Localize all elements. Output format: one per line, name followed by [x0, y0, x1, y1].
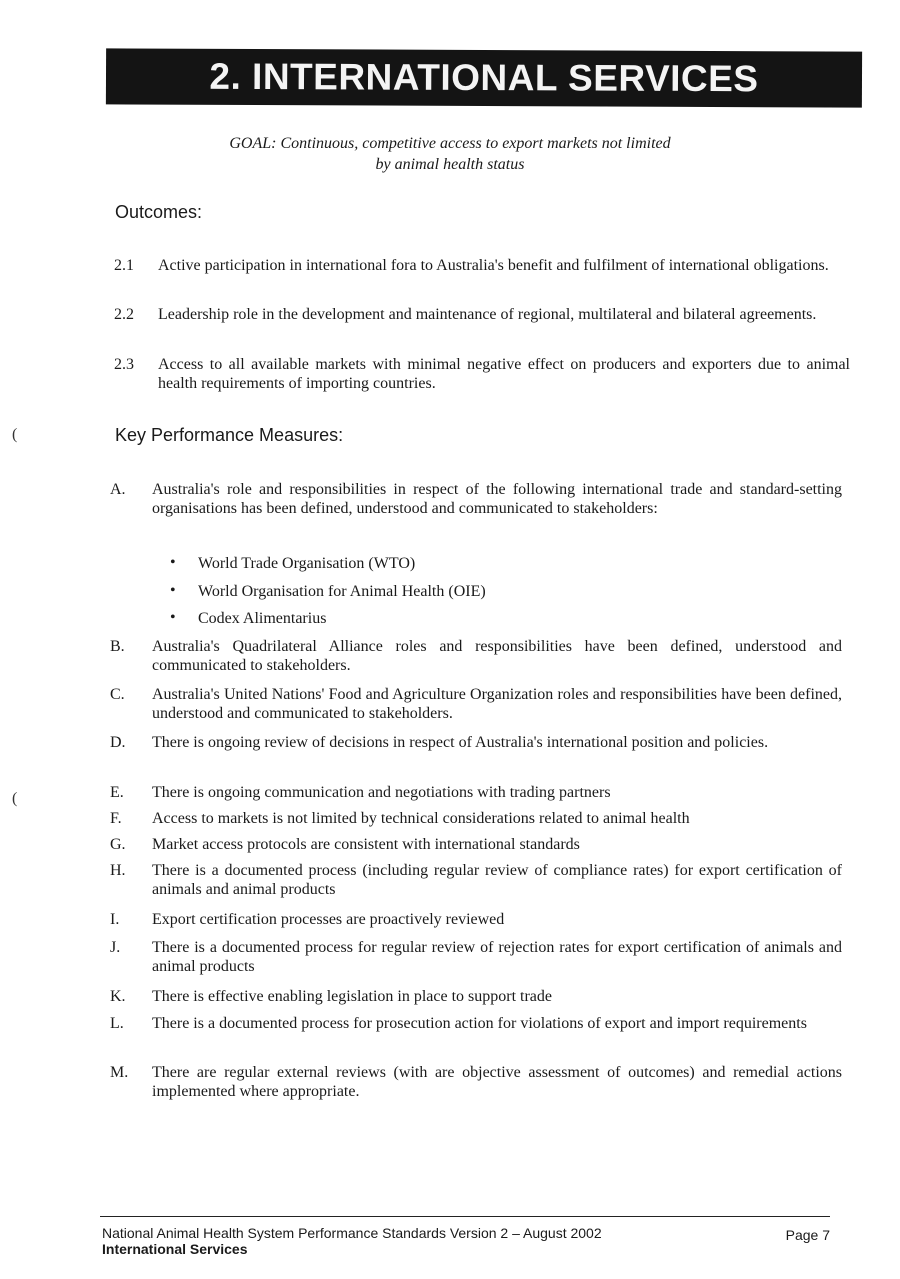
section-title: 2. INTERNATIONAL SERVICES [209, 55, 759, 100]
kpm-text: There is ongoing communication and negotiations with trading partners [152, 784, 611, 801]
kpm-text: There is a documented process (including regular review of compliance rates) for export certification of animals and animal products [152, 862, 842, 898]
kpm-letter: B. [110, 638, 125, 655]
goal-statement [150, 133, 750, 175]
goal-line-2: by animal health status [375, 156, 525, 173]
footer-document-title: National Animal Health System Performance Standards Version 2 – August 2002 [102, 1225, 602, 1241]
kpm-letter: A. [110, 481, 126, 498]
kpm-letter: J. [110, 939, 121, 956]
kpm-letter: I. [110, 911, 120, 928]
bullet-icon: • [170, 609, 176, 626]
kpm-text: Australia's role and responsibilities in respect of the following international trade and standard-setting organisations has been defined, understood and communicated to stakeholders: [152, 481, 842, 517]
margin-bracket-mark: ( [12, 790, 18, 807]
outcome-number: 2.3 [114, 356, 134, 373]
kpm-text: There is a documented process for regular review of rejection rates for export certification of animals and animal products [152, 939, 842, 975]
kpm-text: Export certification processes are proactively reviewed [152, 911, 505, 928]
kpm-letter: E. [110, 784, 124, 801]
page-footer [102, 1225, 832, 1257]
kpm-text: There is a documented process for prosecution action for violations of export and import requirements [152, 1015, 807, 1032]
kpm-text: Australia's Quadrilateral Alliance roles and responsibilities have been defined, understood and communicated to stakeholders. [152, 638, 842, 674]
bullet-text: World Trade Organisation (WTO) [198, 555, 416, 572]
kpm-letter: H. [110, 862, 126, 879]
kpm-letter: C. [110, 686, 125, 703]
outcome-number: 2.1 [114, 257, 134, 274]
kpm-letter: K. [110, 988, 126, 1005]
page-number: Page 7 [785, 1227, 830, 1243]
outcome-text: Active participation in international fora to Australia's benefit and fulfilment of international obligations. [158, 257, 829, 274]
margin-bracket-mark: ( [12, 426, 18, 443]
goal-line-1: GOAL: Continuous, competitive access to export markets not limited [229, 135, 671, 152]
footer-rule [100, 1216, 830, 1217]
kpm-text: There is ongoing review of decisions in respect of Australia's international position and policies. [152, 734, 769, 751]
outcome-text: Access to all available markets with minimal negative effect on producers and exporters due to animal health requirements of importing countries. [158, 356, 850, 392]
outcome-text: Leadership role in the development and maintenance of regional, multilateral and bilateral agreements. [158, 306, 817, 323]
kpm-text: Australia's United Nations' Food and Agriculture Organization roles and responsibilities have been defined, understood and communicated to stakeholders. [152, 686, 842, 722]
outcome-number: 2.2 [114, 306, 134, 323]
kpm-letter: M. [110, 1064, 129, 1081]
bullet-text: World Organisation for Animal Health (OIE) [198, 583, 486, 600]
kpm-heading: Key Performance Measures: [115, 425, 344, 445]
kpm-text: Market access protocols are consistent with international standards [152, 836, 580, 853]
kpm-letter: L. [110, 1015, 124, 1032]
bullet-text: Codex Alimentarius [198, 610, 327, 627]
kpm-letter: D. [110, 734, 126, 751]
kpm-letter: G. [110, 836, 126, 853]
section-title-banner [106, 48, 862, 107]
bullet-icon: • [170, 582, 176, 599]
outcomes-heading: Outcomes: [115, 202, 203, 222]
footer-section-name: International Services [102, 1241, 248, 1257]
kpm-text: There are regular external reviews (with are objective assessment of outcomes) and remedial actions implemented where appropriate. [152, 1064, 842, 1100]
kpm-text: There is effective enabling legislation in place to support trade [152, 988, 553, 1005]
kpm-letter: F. [110, 810, 122, 827]
bullet-icon: • [170, 554, 176, 571]
kpm-text: Access to markets is not limited by technical considerations related to animal health [152, 810, 690, 827]
